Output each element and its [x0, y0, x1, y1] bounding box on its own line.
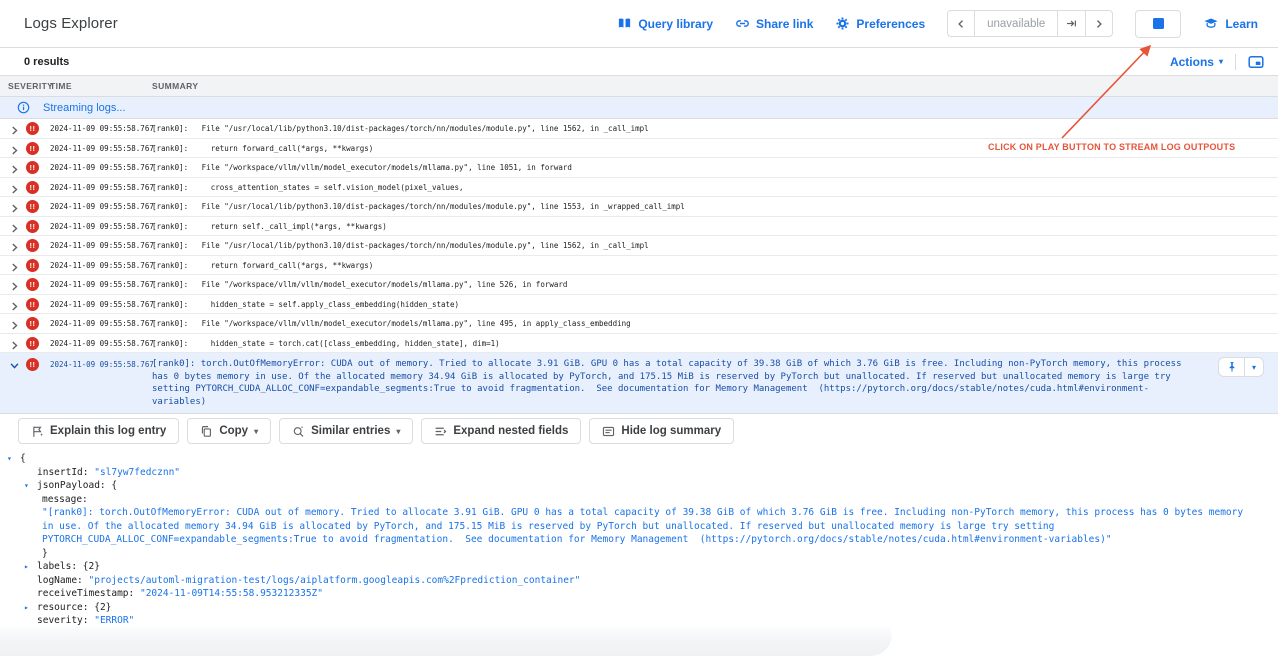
json-key: logName:: [37, 574, 83, 586]
book-icon: [617, 16, 632, 31]
picture-in-picture-icon[interactable]: [1248, 54, 1264, 70]
log-time: 2024-11-09 09:55:58.767: [50, 182, 154, 192]
error-severity-icon: !!: [26, 161, 39, 174]
search-sparkle-icon: [292, 425, 305, 438]
error-severity-icon: !!: [26, 122, 39, 135]
json-value: "ERROR": [94, 615, 135, 627]
column-header-severity: SEVERITY: [8, 81, 54, 91]
query-library-button[interactable]: Query library: [617, 16, 713, 31]
log-time: 2024-11-09 09:55:58.767: [50, 360, 154, 369]
log-time: 2024-11-09 09:55:58.767: [50, 163, 154, 172]
json-key: message:: [42, 493, 88, 505]
chevron-down-icon: ▾: [254, 426, 259, 436]
json-key: severity:: [37, 615, 89, 627]
json-value: "2024-11-09T14:55:58.953212335Z": [139, 588, 323, 600]
pin-button-group: [1218, 357, 1264, 377]
log-time: 2024-11-09 09:55:58.767: [50, 280, 154, 289]
stop-streaming-button[interactable]: [1135, 10, 1181, 38]
json-line: [0, 574, 1278, 588]
log-row[interactable]: [0, 197, 1278, 217]
stop-square-icon: [1153, 18, 1164, 29]
json-key: jsonPayload:: [37, 480, 106, 492]
collapse-icon[interactable]: ▾: [24, 481, 29, 491]
log-row[interactable]: [0, 178, 1278, 198]
preferences-button[interactable]: Preferences: [835, 16, 925, 31]
log-row[interactable]: [0, 158, 1278, 178]
log-row[interactable]: [0, 119, 1278, 139]
log-time: 2024-11-09 09:55:58.767: [50, 221, 154, 231]
error-severity-icon: !!: [26, 239, 39, 252]
annotation-text: CLICK ON PLAY BUTTON TO STREAM LOG OUTPOUTS: [988, 142, 1236, 152]
json-key: insertId:: [37, 466, 89, 478]
explain-log-entry-button[interactable]: Explain this log entry: [18, 418, 179, 444]
divider: [1235, 54, 1236, 70]
gear-icon: [835, 16, 850, 31]
next-button[interactable]: [1085, 11, 1112, 36]
json-key: labels:: [37, 561, 78, 573]
log-navigation-group: [947, 10, 1113, 37]
json-line: [0, 466, 1278, 480]
json-view: [0, 448, 1278, 655]
log-summary: [rank0]: File "/workspace/vllm/vllm/model_executor/models/mllama.py", line 1051, in forward: [152, 163, 572, 172]
share-link-button[interactable]: Share link: [735, 16, 813, 31]
error-severity-icon: !!: [26, 358, 39, 371]
json-line: [0, 547, 1278, 561]
top-bar-actions: [617, 10, 1258, 38]
log-time: 2024-11-09 09:55:58.767: [50, 124, 154, 133]
chevron-down-icon: ▾: [396, 426, 401, 436]
unfold-lines-icon: [434, 425, 447, 438]
error-severity-icon: !!: [26, 259, 39, 272]
json-value: {2}: [94, 601, 112, 613]
json-key: resource:: [37, 601, 89, 613]
pin-log-button[interactable]: [1219, 358, 1244, 376]
log-summary: [rank0]: File "/usr/local/lib/python3.10/dist-packages/torch/nn/modules/module.py", line 1562, in _call_impl: [152, 124, 649, 133]
page-title: Logs Explorer: [24, 15, 118, 32]
json-line: [0, 493, 1278, 507]
table-header: [0, 76, 1278, 97]
chevron-down-icon: ▾: [1251, 362, 1256, 372]
log-summary: [rank0]: File "/usr/local/lib/python3.10/dist-packages/torch/nn/modules/module.py", line 1553, in _wrapped_call_impl: [152, 202, 685, 211]
json-value: "sl7yw7fedcznn": [94, 466, 181, 478]
json-value: {: [111, 480, 118, 492]
log-row[interactable]: [0, 314, 1278, 334]
summary-panel-icon: [602, 425, 615, 438]
expand-icon[interactable]: ▸: [24, 602, 29, 612]
hide-log-summary-button[interactable]: Hide log summary: [589, 418, 734, 444]
json-line: [0, 560, 1278, 574]
expanded-log-summary: [rank0]: torch.OutOfMemoryError: CUDA out of memory. Tried to allocate 3.91 GiB. GPU 0 has a total capacity of 39.38 GiB of which 3.76 GiB is free. Including non-PyTorch memory, this process has 0 bytes memory in use. Of the allocated memory 34.94 GiB is allocated by PyTorch, and 175.15 MiB is reserved by PyTorch but unallocated. If reserved but unallocated memory is large try setting PYTORCH_CUDA_ALLOC_CONF=expandable_segments:True to avoid fragmentation. See documentation for Memory Management (https://pytorch.org/docs/stable/notes/cuda.html#environment-variables): [152, 359, 1187, 407]
info-icon: [17, 101, 30, 114]
expand-icon[interactable]: ▸: [24, 562, 29, 572]
expand-nested-fields-button[interactable]: Expand nested fields: [421, 418, 581, 444]
log-row[interactable]: [0, 256, 1278, 276]
error-severity-icon: !!: [26, 220, 39, 233]
previous-button[interactable]: [948, 11, 974, 36]
log-row[interactable]: [0, 217, 1278, 237]
json-line: [0, 587, 1278, 601]
top-bar: [0, 0, 1278, 48]
log-summary: [rank0]: File "/workspace/vllm/vllm/model_executor/models/mllama.py", line 495, in apply_class_embedding: [152, 319, 631, 328]
json-line: [0, 479, 1278, 493]
log-summary: [rank0]: return forward_call(*args, **kwargs): [152, 260, 374, 270]
error-severity-icon: !!: [26, 337, 39, 350]
error-severity-icon: !!: [26, 142, 39, 155]
error-severity-icon: !!: [26, 181, 39, 194]
log-summary: [rank0]: File "/usr/local/lib/python3.10/dist-packages/torch/nn/modules/module.py", line 1562, in _call_impl: [152, 241, 649, 250]
json-key: receiveTimestamp:: [37, 588, 135, 600]
log-time: 2024-11-09 09:55:58.767: [50, 241, 154, 250]
log-row[interactable]: [0, 334, 1278, 354]
log-time: 2024-11-09 09:55:58.767: [50, 299, 154, 309]
log-row[interactable]: [0, 275, 1278, 295]
similar-entries-button[interactable]: Similar entries ▾: [279, 418, 413, 444]
error-severity-icon: !!: [26, 278, 39, 291]
streaming-status-row: [0, 97, 1278, 119]
skip-to-end-button[interactable]: [1057, 11, 1085, 36]
json-line: [0, 601, 1278, 615]
log-row[interactable]: [0, 295, 1278, 315]
copy-button[interactable]: Copy ▾: [187, 418, 271, 444]
chevron-down-icon: ▾: [1218, 57, 1223, 66]
column-header-time: TIME: [50, 81, 72, 91]
log-row[interactable]: [0, 236, 1278, 256]
graduation-cap-icon: [1203, 16, 1219, 31]
pin-dropdown-button[interactable]: [1244, 358, 1263, 376]
results-count: 0 results: [24, 55, 70, 68]
log-time: 2024-11-09 09:55:58.767: [50, 338, 154, 348]
column-header-summary: SUMMARY: [152, 81, 199, 91]
json-brace: {: [20, 453, 26, 465]
log-summary: [rank0]: cross_attention_states = self.vision_model(pixel_values,: [152, 182, 464, 192]
expanded-log-row[interactable]: [0, 353, 1278, 414]
log-time: 2024-11-09 09:55:58.767: [50, 319, 154, 328]
collapse-icon[interactable]: ▾: [7, 454, 12, 464]
json-value: "[rank0]: torch.OutOfMemoryError: CUDA out of memory. Tried to allocate 3.91 GiB. GPU 0 has a total capacity of 39.38 GiB of which 3.76 GiB is free. Including non-PyTorch memory, this process has 0 bytes memory in use. Of the allocated memory 34.94 GiB is allocated by PyTorch, and 175.15 MiB is reserved by PyTorch but unallocated. If reserved but unallocated memory is large try setting PYTORCH_CUDA_ALLOC_CONF=expandable_segments:True to avoid fragmentation. See documentation for Memory Management (https://pytorch.org/docs/stable/notes/cuda.html#environment-variables)": [42, 507, 1249, 546]
results-bar: [0, 48, 1278, 76]
actions-dropdown[interactable]: Actions ▾: [1169, 54, 1223, 69]
log-time: 2024-11-09 09:55:58.767: [50, 143, 154, 153]
log-summary: [rank0]: hidden_state = self.apply_class_embedding(hidden_state): [152, 299, 460, 309]
streaming-label: Streaming logs...: [43, 101, 126, 114]
json-value: "projects/automl-migration-test/logs/aiplatform.googleapis.com%2Fprediction_container": [88, 574, 581, 586]
results-bar-actions: [1170, 54, 1264, 70]
log-row[interactable]: [0, 139, 1278, 159]
log-summary: [rank0]: hidden_state = torch.cat([class_embedding, hidden_state], dim=1): [152, 338, 500, 348]
error-severity-icon: !!: [26, 317, 39, 330]
error-severity-icon: !!: [26, 200, 39, 213]
log-summary: [rank0]: return forward_call(*args, **kwargs): [152, 143, 374, 153]
json-brace: }: [42, 547, 48, 559]
log-summary: [rank0]: return self._call_impl(*args, **kwargs): [152, 221, 387, 231]
log-time: 2024-11-09 09:55:58.767: [50, 260, 154, 270]
learn-button[interactable]: Learn: [1203, 16, 1258, 31]
json-line: [0, 506, 1278, 547]
log-summary: [rank0]: File "/workspace/vllm/vllm/model_executor/models/mllama.py", line 526, in forward: [152, 280, 568, 289]
json-value: {2}: [82, 561, 100, 573]
log-entry-toolbar: [0, 414, 1278, 448]
sparkle-flag-icon: [31, 425, 44, 438]
link-icon: [735, 16, 750, 31]
log-rows: [0, 119, 1278, 353]
nav-status-label: unavailable: [974, 11, 1057, 36]
error-severity-icon: !!: [26, 298, 39, 311]
bottom-card-shadow: [0, 626, 892, 656]
copy-icon: [200, 425, 213, 438]
log-time: 2024-11-09 09:55:58.767: [50, 202, 154, 211]
collapse-row-icon[interactable]: [9, 358, 20, 376]
json-line: [0, 452, 1278, 466]
